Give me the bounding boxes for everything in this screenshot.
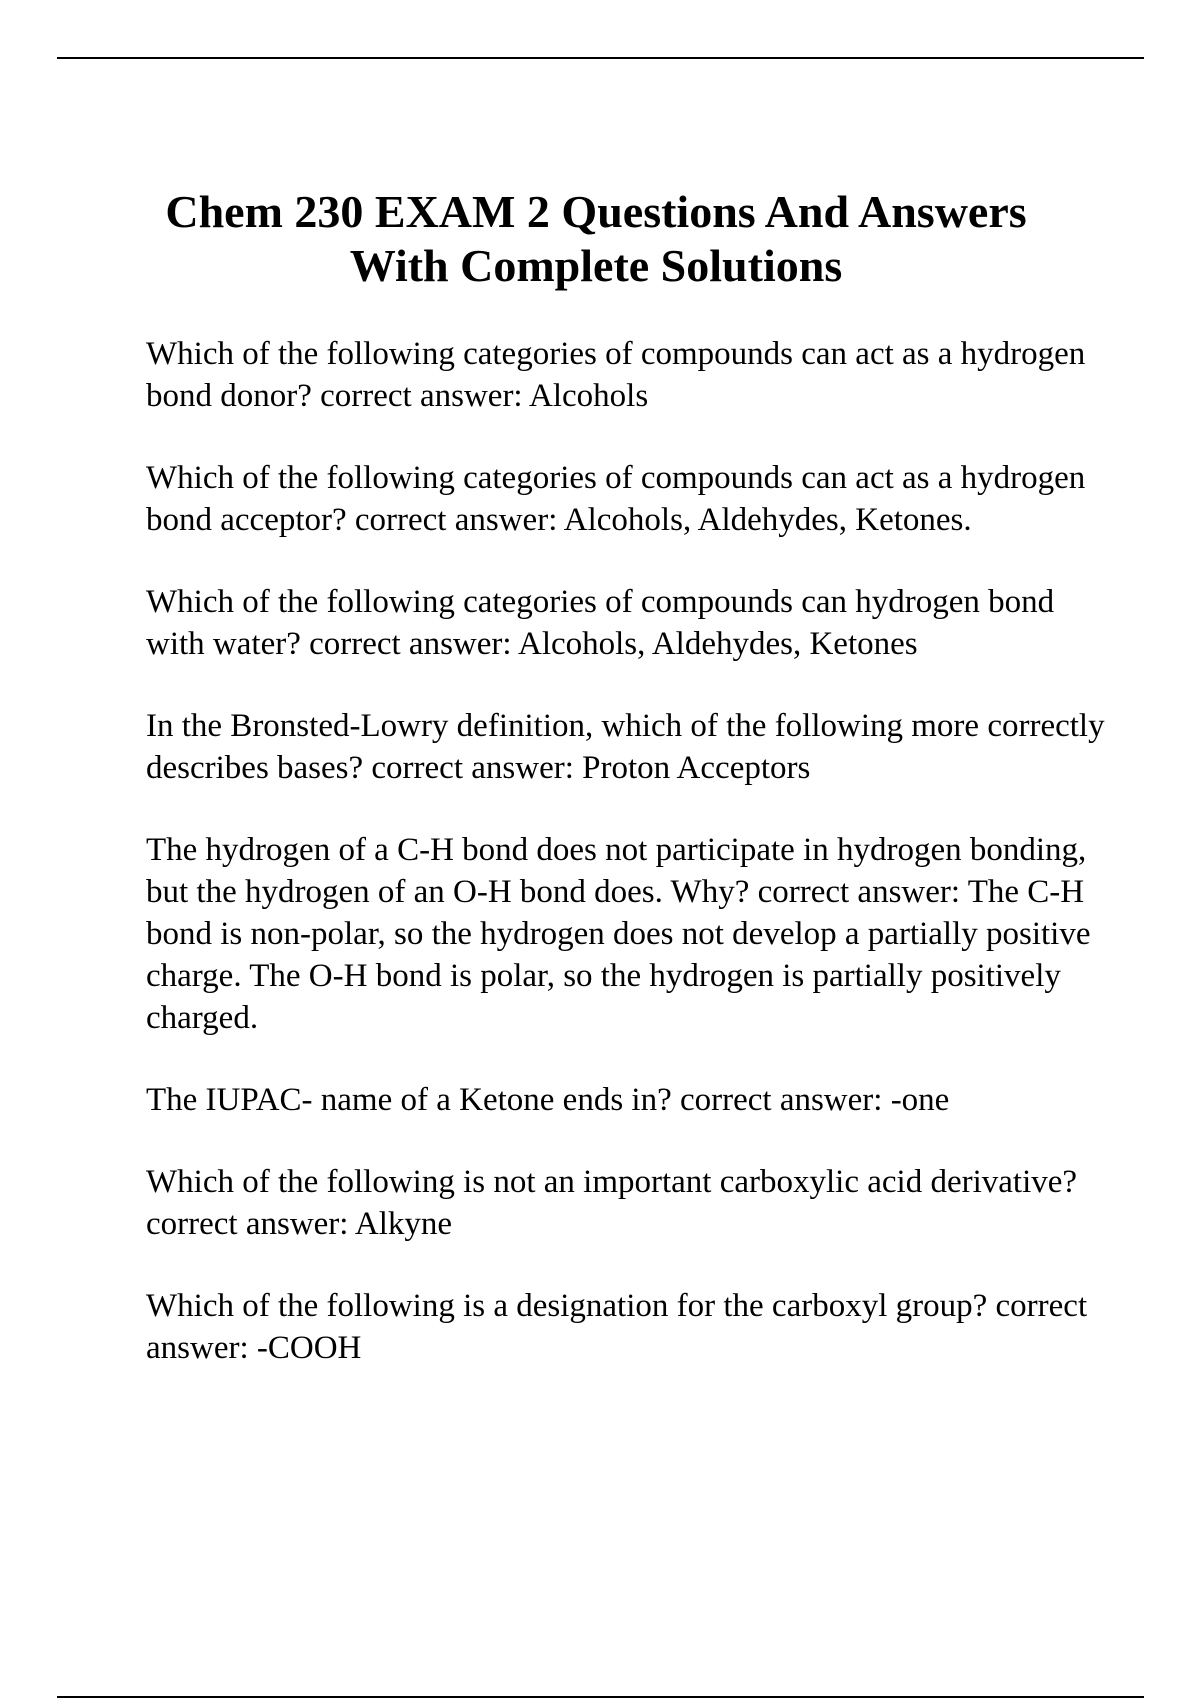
bottom-rule — [57, 1696, 1144, 1698]
qa-list — [146, 333, 1106, 1369]
title-line-1: Chem 230 EXAM 2 Questions And Answers — [165, 186, 1027, 237]
qa-item-2: Which of the following categories of compounds can act as a hydrogen bond acceptor? correct answer: Alcohols, Aldehydes, Ketones. — [146, 460, 1086, 538]
top-rule — [57, 57, 1144, 59]
title-line-2: With Complete Solutions — [349, 240, 843, 291]
qa-item-6: The IUPAC- name of a Ketone ends in? correct answer: -one — [146, 1082, 950, 1118]
qa-item-7: Which of the following is not an important carboxylic acid derivative? correct answer: Alkyne — [146, 1164, 1078, 1242]
document-title — [126, 185, 1066, 293]
qa-item-8: Which of the following is a designation for the carboxyl group? correct answer: -COOH — [146, 1288, 1088, 1366]
qa-item-4: In the Bronsted-Lowry definition, which of the following more correctly describes bases? correct answer: Proton Acceptors — [146, 708, 1105, 786]
qa-item-5: The hydrogen of a C-H bond does not participate in hydrogen bonding, but the hydrogen of an O-H bond does. Why? correct answer: The C-H bond is non-polar, so the hydrogen does not develop a partially positive charge. The O-H bond is polar, so the hydrogen is partially positively charged. — [146, 832, 1091, 1036]
qa-item-3: Which of the following categories of compounds can hydrogen bond with water? correct answer: Alcohols, Aldehydes, Ketones — [146, 584, 1055, 662]
qa-item-1: Which of the following categories of compounds can act as a hydrogen bond donor? correct answer: Alcohols — [146, 336, 1086, 414]
document-body — [146, 185, 1106, 1409]
